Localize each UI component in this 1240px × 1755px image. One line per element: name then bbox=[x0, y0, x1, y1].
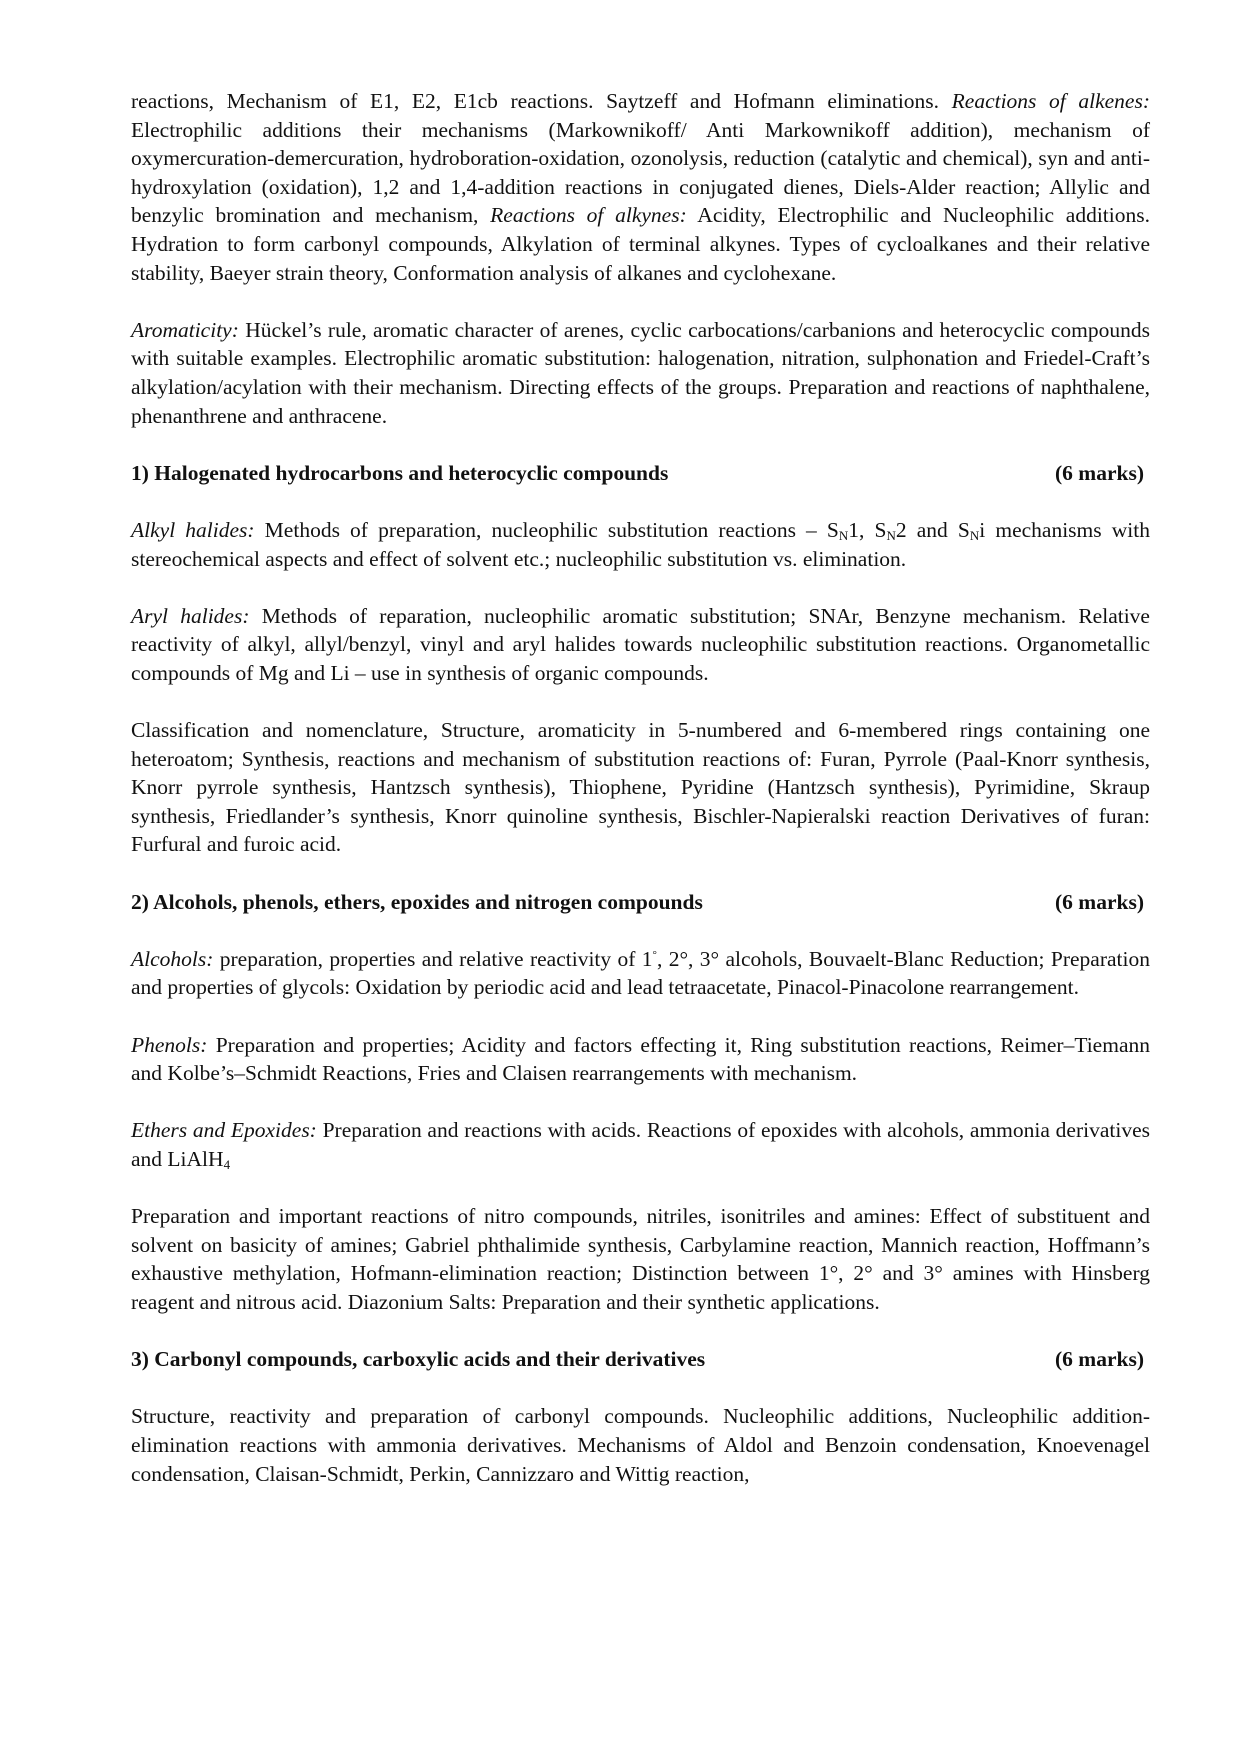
section-heading-3 bbox=[131, 1345, 1150, 1374]
heterocyclic-paragraph: Classification and nomenclature, Structure, aromaticity in 5-numbered and 6-membered rings containing one heteroatom; Synthesis, reactions and mechanism of substitution reactions of: Furan, Pyrrole (Paal-Knorr synthesis, Knorr pyrrole synthesis, Hantzsch synthesis), Thiophene, Pyridine (Hantzsch synthesis), Pyrimidine, Skraup synthesis, Friedlander’s synthesis, Knorr quinoline synthesis, Bischler-Napieralski reaction Derivatives of furan: Furfural and furoic acid. bbox=[131, 718, 1150, 857]
nitrogen-compounds-paragraph: Preparation and important reactions of nitro compounds, nitriles, isonitriles and amines: Effect of substituent and solvent on basicity of amines; Gabriel phthalimide synthesis, Carbylamine reaction, Mannich reaction, Hoffmann’s exhaustive methylation, Hofmann-elimination reaction; Distinction between 1°, 2° and 3° amines with Hinsberg reagent and nitrous acid. Diazonium Salts: Preparation and their synthetic applications. bbox=[131, 1204, 1150, 1314]
alcohols-label: Alcohols: bbox=[131, 946, 214, 971]
section-title: 3) Carbonyl compounds, carboxylic acids and their derivatives bbox=[131, 1347, 706, 1372]
phenols-label: Phenols: bbox=[131, 1032, 208, 1057]
reactions-of-alkenes-label: Reactions of alkenes: bbox=[951, 89, 1150, 113]
aromaticity-label: Aromaticity: bbox=[131, 317, 239, 342]
carbonyl-paragraph: Structure, reactivity and preparation of carbonyl compounds. Nucleophilic additions, Nucleophilic addition-elimination reactions with ammonia derivatives. Mechanisms of Aldol and Benzoin condensation, Knoevenagel condensation, Claisan-Schmidt, Perkin, Cannizzaro and Wittig reaction, bbox=[131, 1404, 1150, 1486]
reactions-of-alkynes-label: Reactions of alkynes: bbox=[490, 203, 687, 228]
section-title: 2) Alcohols, phenols, ethers, epoxides and nitrogen compounds bbox=[131, 889, 703, 914]
intro-paragraph: reactions, Mechanism of E1, E2, E1cb reactions. Saytzeff and Hofmann eliminations. Reactions of alkenes: Electrophilic additions their mechanisms (Markownikoff/ Anti Markownikoff addition), mechanism of oxymercuration-demercuration, hydroboration-oxidation, ozonolysis, reduction (catalytic and chemical), syn and anti-hydroxylation (oxidation), 1,2 and 1,4-addition reactions in conjugated dienes, Diels-Alder reaction; Allylic and benzylic bromination and mechanism, Reactions of alkynes: Acidity, Electrophilic and Nucleophilic additions. Hydration to form carbonyl compounds, Alkylation of terminal alkynes. Types of cycloalkanes and their relative stability, Baeyer strain theory, Conformation analysis of alkanes and cyclohexane. bbox=[131, 89, 1150, 285]
alcohols-paragraph: Alcohols: preparation, properties and relative reactivity of 1°, 2°, 3° alcohols, Bouvaelt-Blanc Reduction; Preparation and properties of glycols: Oxidation by periodic acid and lead tetraacetate, Pinacol-Pinacolone rearrangement. bbox=[131, 946, 1150, 1000]
aryl-halides-label: Aryl halides: bbox=[131, 603, 250, 628]
ethers-epoxides-label: Ethers and Epoxides: bbox=[131, 1118, 317, 1143]
section-heading-2 bbox=[131, 888, 1150, 917]
document-page bbox=[131, 87, 1150, 1488]
section-title: 1) Halogenated hydrocarbons and heterocyclic compounds bbox=[131, 460, 669, 485]
aromaticity-paragraph: Aromaticity: Hückel’s rule, aromatic character of arenes, cyclic carbocations/carbanions and heterocyclic compounds with suitable examples. Electrophilic aromatic substitution: halogenation, nitration, sulphonation and Friedel-Craft’s alkylation/acylation with their mechanism. Directing effects of the groups. Preparation and reactions of naphthalene, phenanthrene and anthracene. bbox=[131, 317, 1150, 428]
section-marks: (6 marks) bbox=[1055, 889, 1144, 914]
section-heading-1 bbox=[131, 459, 1150, 488]
ethers-paragraph: Ethers and Epoxides: Preparation and reactions with acids. Reactions of epoxides with alcohols, ammonia derivatives and LiAlH$_4$ bbox=[131, 1118, 1150, 1172]
alkyl-halides-paragraph: Alkyl halides: Methods of preparation, nucleophilic substitution reactions – $S_N1$, $S_N2$ and $S_Ni$ mechanisms with stereochemical aspects and effect of solvent etc.; nucleophilic substitution vs. elimination. bbox=[131, 517, 1150, 571]
alkyl-halides-label: Alkyl halides: bbox=[131, 517, 255, 542]
aryl-halides-paragraph: Aryl halides: Methods of reparation, nucleophilic aromatic substitution; SNAr, Benzyne mechanism. Relative reactivity of alkyl, allyl/benzyl, vinyl and aryl halides towards nucleophilic substitution reactions. Organometallic compounds of Mg and Li – use in synthesis of organic compounds. bbox=[131, 603, 1150, 685]
section-marks: (6 marks) bbox=[1055, 460, 1144, 485]
phenols-paragraph: Phenols: Preparation and properties; Acidity and factors effecting it, Ring substitution reactions, Reimer–Tiemann and Kolbe’s–Schmidt Reactions, Fries and Claisen rearrangements with mechanism. bbox=[131, 1032, 1150, 1086]
section-marks: (6 marks) bbox=[1055, 1347, 1144, 1372]
